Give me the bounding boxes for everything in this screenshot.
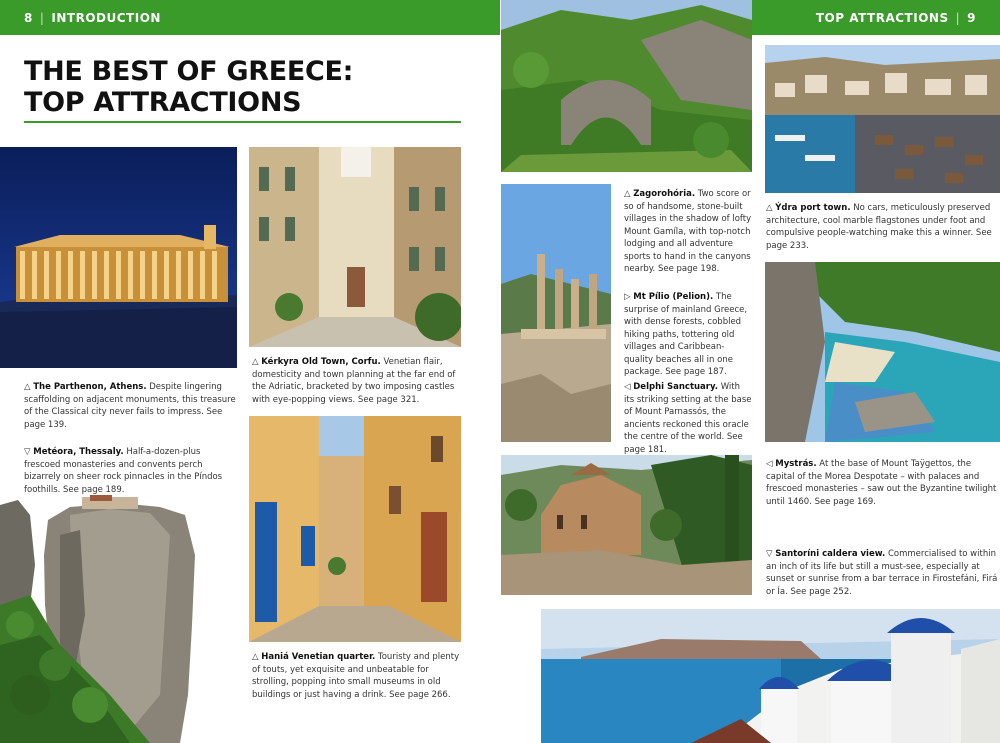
- caption-mystras: [766, 458, 1000, 508]
- left-page-number: 8: [24, 10, 33, 25]
- caption-santorini: [766, 548, 1000, 598]
- left-running-header: [0, 0, 500, 35]
- caption-meteora-text: Half-a-dozen-plus frescoed monasteries and convents perch bizarrely on sheer rock pinnacles in the Píndos foothills. See page 189.: [24, 447, 223, 495]
- triangle-left-icon: ◁: [766, 459, 773, 469]
- caption-zagorohoria-title: Zagorohória.: [633, 189, 696, 199]
- caption-zagorohoria: [624, 188, 752, 276]
- caption-kerkyra: [252, 356, 464, 406]
- caption-zagorohoria-text: Two score or so of handsome, stone-built villages in the shadow of lofty Mount Gamíla, with top-notch lodging and all adventure sports to hand in the canyons nearby. See page 198.: [624, 189, 752, 274]
- caption-mystras-title: Mystrás.: [775, 459, 817, 469]
- caption-ydra-title: Ýdra port town.: [775, 203, 851, 213]
- caption-kerkyra-title: Kérkyra Old Town, Corfu.: [261, 357, 381, 367]
- caption-kerkyra-text: Venetian flair, domesticity and town planning at the far end of the Adriatic, bracketed by two imposing castles with eye-popping views. See page 321.: [252, 357, 456, 405]
- kerkyra-photo: [249, 147, 461, 347]
- triangle-right-icon: ▷: [624, 292, 631, 302]
- caption-pilio-title: Mt Pílio (Pelion).: [633, 292, 714, 302]
- caption-pilio: [624, 291, 752, 379]
- page-title-line2: TOP ATTRACTIONS: [24, 87, 302, 118]
- caption-pilio-text: The surprise of mainland Greece, with dense forests, cobbled hiking paths, tottering old villages and Caribbean-quality beaches all in one package. See page 187.: [624, 292, 748, 377]
- triangle-up-icon: △: [24, 382, 31, 392]
- ydra-photo: [765, 45, 1000, 193]
- caption-parthenon-title: The Parthenon, Athens.: [33, 382, 147, 392]
- caption-ydra-text: No cars, meticulously preserved architecture, cool marble flagstones under foot and compulsive people-watching make this a winner. See page 233.: [766, 203, 992, 251]
- caption-delphi-text: With its striking setting at the base of Mount Parnassós, the ancients reckoned this oracle the centre of the world. See page 181.: [624, 382, 752, 455]
- caption-parthenon: [24, 381, 236, 431]
- caption-meteora: [24, 446, 236, 496]
- zagorohoria-photo: [501, 0, 752, 172]
- pilio-photo: [765, 262, 1000, 442]
- caption-santorini-title: Santoríni caldera view.: [775, 549, 886, 559]
- hania-photo: [249, 416, 461, 642]
- caption-hania-text: Touristy and plenty of touts, yet exquisite and unbeatable for strolling, popping into small museums in old buildings or just having a drink. See page 266.: [252, 652, 460, 700]
- page-title-line1: THE BEST OF GREECE:: [24, 56, 354, 87]
- delphi-photo: [501, 184, 611, 442]
- caption-delphi: [624, 381, 752, 456]
- triangle-left-icon: ◁: [624, 382, 631, 392]
- santorini-photo: [541, 609, 1000, 743]
- triangle-up-icon: △: [766, 203, 773, 213]
- triangle-up-icon: △: [624, 189, 631, 199]
- right-page-number: 9: [967, 10, 976, 25]
- triangle-down-icon: ▽: [24, 447, 31, 457]
- mystras-photo: [501, 455, 752, 595]
- caption-hania: [252, 651, 464, 701]
- triangle-down-icon: ▽: [766, 549, 773, 559]
- page-title: [24, 56, 464, 118]
- caption-mystras-text: At the base of Mount Taÿgettos, the capital of the Morea Despotate – with palaces and frescoed monasteries – saw out the Byzantine twilight until 1460. See page 169.: [766, 459, 997, 507]
- right-running-header: [752, 0, 1000, 35]
- caption-hania-title: Haniá Venetian quarter.: [261, 652, 376, 662]
- triangle-up-icon: △: [252, 357, 259, 367]
- caption-delphi-title: Delphi Sanctuary.: [633, 382, 718, 392]
- left-section-title: INTRODUCTION: [51, 10, 161, 25]
- caption-santorini-text: Commercialised to within an inch of its life but still a must-see, especially at sunset or sunrise from a bar terrace in Firostefáni, Firá or Ía. See page 252.: [766, 549, 998, 597]
- caption-ydra: [766, 202, 1000, 252]
- triangle-up-icon: △: [252, 652, 259, 662]
- caption-meteora-title: Metéora, Thessaly.: [33, 447, 124, 457]
- caption-parthenon-text: Despite lingering scaffolding on adjacent monuments, this treasure of the Classical city never fails to impress. See page 139.: [24, 382, 236, 430]
- header-separator: |: [955, 10, 961, 25]
- parthenon-photo: [0, 147, 237, 368]
- header-separator: |: [39, 10, 45, 25]
- meteora-photo: [0, 495, 215, 743]
- right-section-title: TOP ATTRACTIONS: [815, 10, 949, 25]
- title-rule: [24, 121, 461, 123]
